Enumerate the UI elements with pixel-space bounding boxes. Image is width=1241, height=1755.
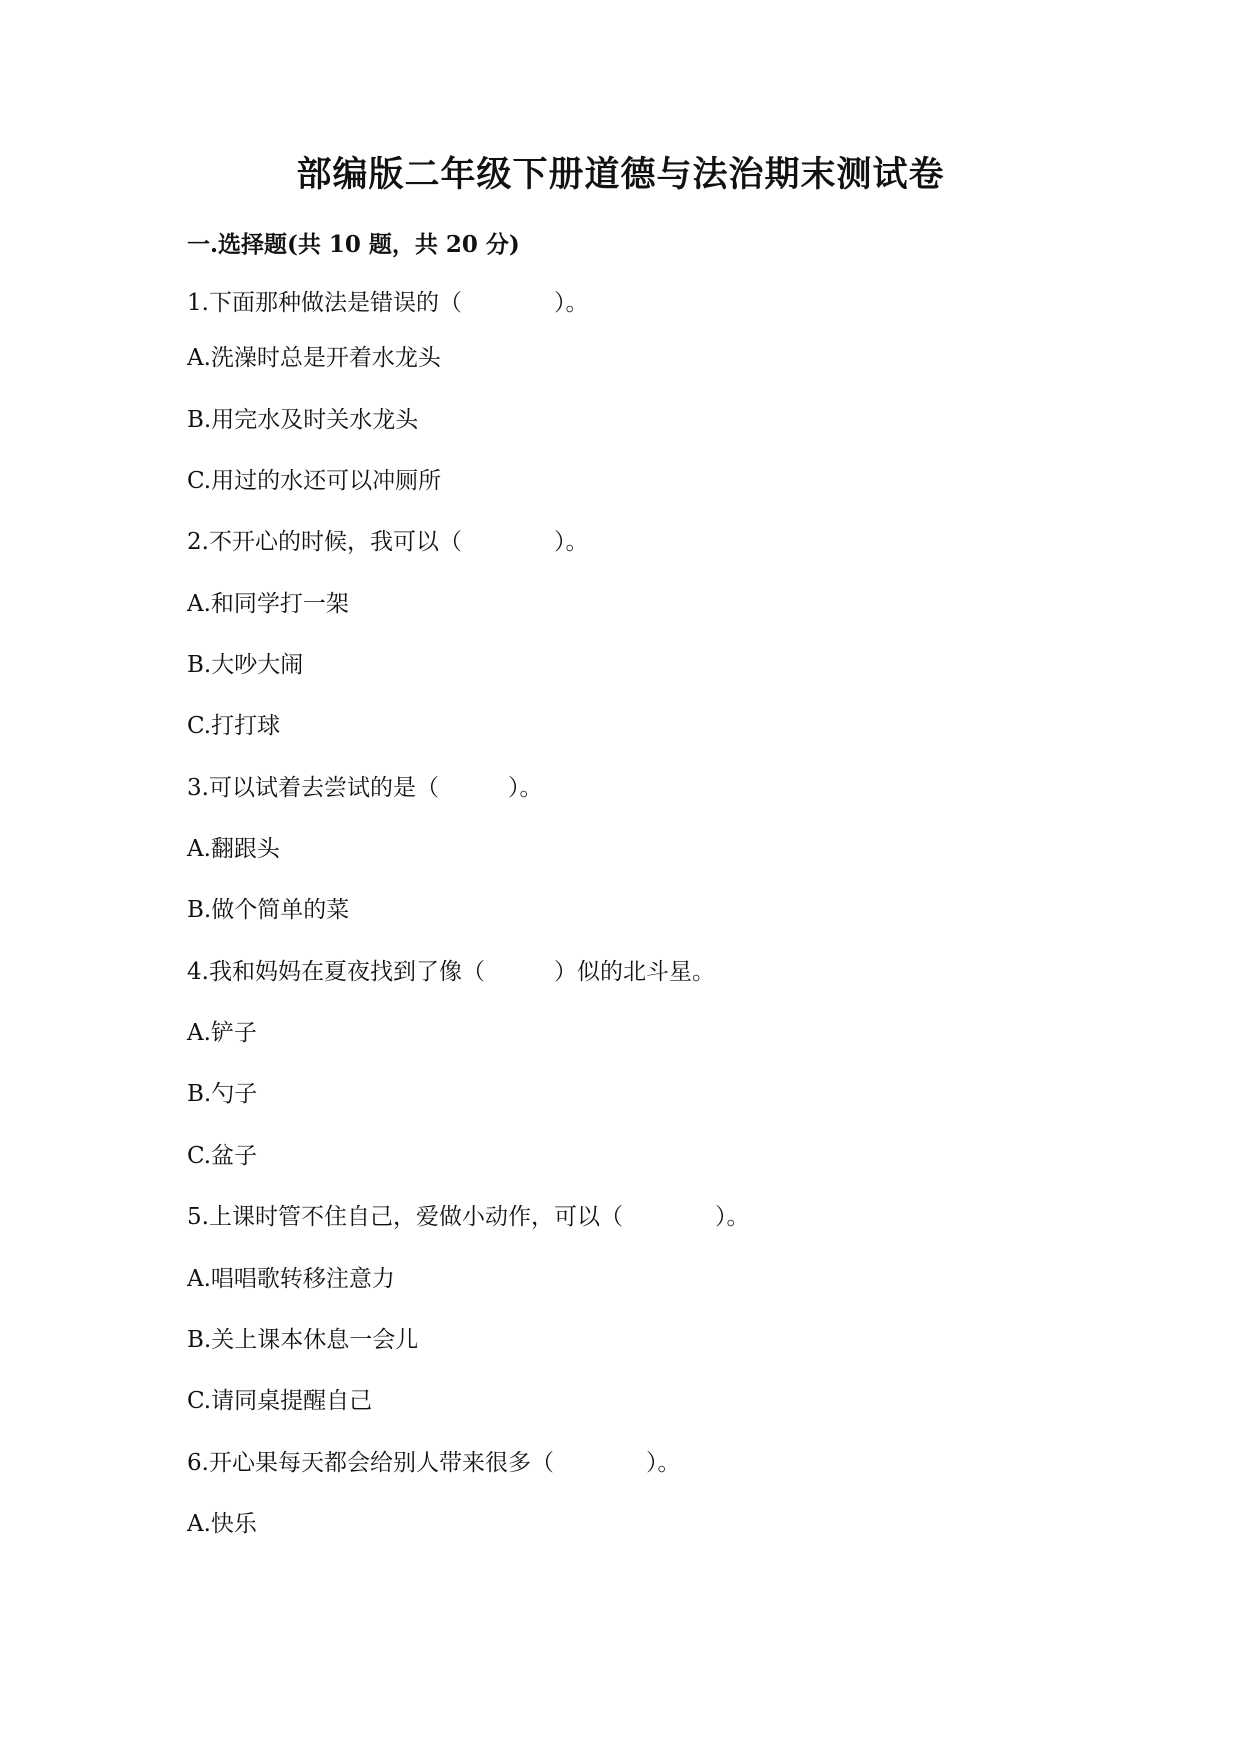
answer-option: B.大吵大闹: [187, 652, 304, 678]
answer-option: B.勺子: [187, 1081, 258, 1107]
answer-option: C.用过的水还可以冲厕所: [187, 468, 442, 494]
answer-option: C.盆子: [187, 1143, 258, 1169]
answer-option: A.洗澡时总是开着水龙头: [187, 345, 441, 371]
answer-option: A.快乐: [187, 1511, 257, 1537]
question-stem: 5.上课时管不住自己，爱做小动作，可以（ ）。: [187, 1204, 750, 1230]
section-heading: 一.选择题(共 10 题，共 20 分): [187, 231, 520, 258]
answer-option: B.用完水及时关水龙头: [187, 407, 419, 433]
answer-option: B.关上课本休息一会儿: [187, 1327, 419, 1353]
answer-option: C.打打球: [187, 713, 281, 739]
page-title: 部编版二年级下册道德与法治期末测试卷: [296, 154, 945, 195]
question-stem: 4.我和妈妈在夏夜找到了像（ ）似的北斗星。: [187, 959, 715, 985]
answer-option: A.铲子: [187, 1020, 257, 1046]
answer-option: A.翻跟头: [187, 836, 280, 862]
question-stem: 2.不开心的时候，我可以（ ）。: [187, 529, 589, 555]
question-stem: 6.开心果每天都会给别人带来很多（ ）。: [187, 1450, 681, 1476]
question-stem: 3.可以试着去尝试的是（ ）。: [187, 775, 543, 801]
answer-option: A.和同学打一架: [187, 591, 349, 617]
answer-option: A.唱唱歌转移注意力: [187, 1266, 395, 1292]
question-stem: 1.下面那种做法是错误的（ ）。: [187, 290, 589, 316]
answer-option: B.做个简单的菜: [187, 897, 350, 923]
answer-option: C.请同桌提醒自己: [187, 1388, 373, 1414]
